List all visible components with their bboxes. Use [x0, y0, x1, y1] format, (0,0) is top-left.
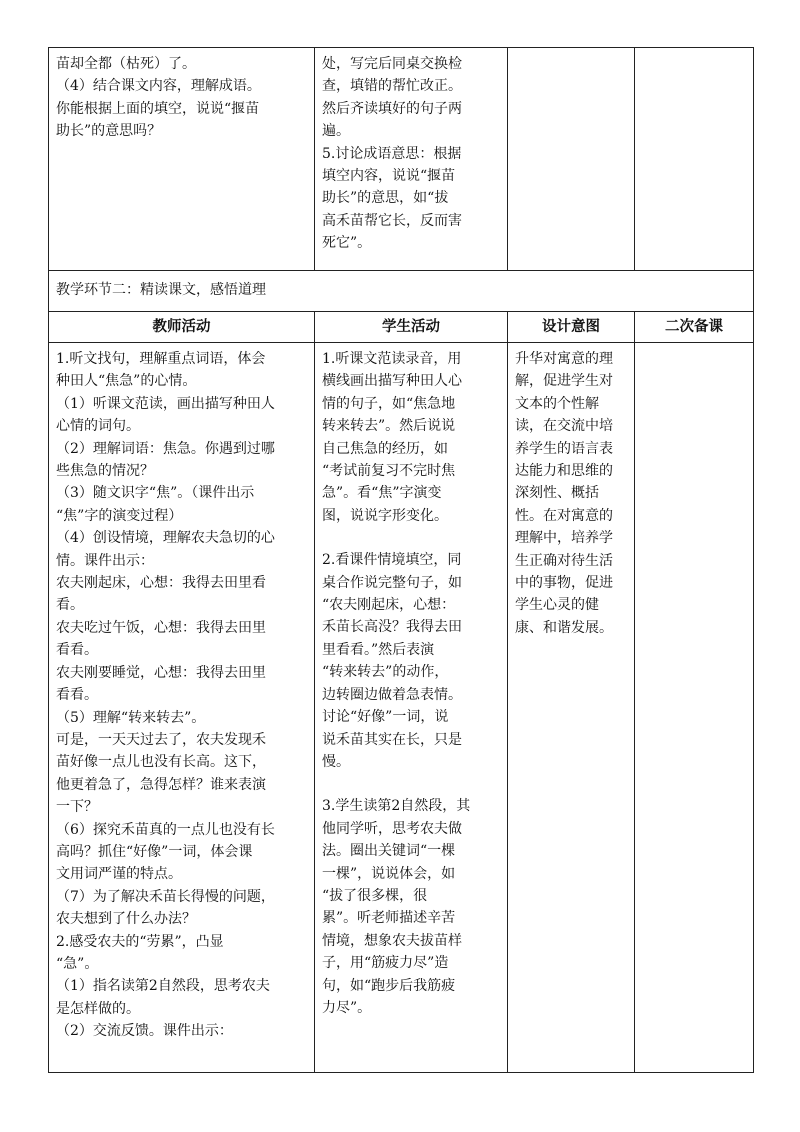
header-second-prep: 二次备课 [635, 312, 754, 343]
text-line: 填空内容，说说“揠苗 [322, 168, 456, 185]
header-design-intent: 设计意图 [508, 312, 635, 343]
text-line: 生正确对待生活 [515, 552, 613, 569]
design-intent-cell-continued [508, 48, 635, 271]
text-line: 养学生的语言表 [515, 440, 613, 457]
text-line: 遍。 [322, 123, 350, 140]
text-line: 高吗？抓住“好像”一词，体会课 [56, 843, 253, 860]
header-row [49, 312, 754, 343]
text-line: 升华对寓意的理 [515, 351, 613, 367]
text-line: 情的句子，如“焦急地 [322, 395, 456, 412]
text-line: 高禾苗帮它长，反而害 [322, 212, 462, 229]
text-line: 桌合作说完整句子，如 [322, 574, 462, 591]
text-line: 讨论“好像”一词，说 [322, 709, 449, 726]
text-line: （4）创设情境，理解农夫急切的心 [56, 530, 275, 547]
text-line: （2）理解词语：焦急。你遇到过哪 [56, 440, 275, 457]
continued-row [49, 48, 754, 271]
paragraph-gap [322, 773, 501, 795]
text-line: 看。 [56, 597, 84, 614]
text-line: 农夫吃过午饭，心想：我得去田里 [56, 619, 266, 636]
text-line: （2）交流反馈。课件出示： [56, 1023, 233, 1040]
text-line: 3.学生读第2自然段，其 [322, 798, 471, 815]
design-intent-text [515, 348, 628, 639]
text-line: 他同学听，思考农夫做 [322, 820, 462, 837]
text-line: 5.讨论成语意思：根据 [322, 145, 462, 162]
text-line: 累”。听老师描述辛苦 [322, 910, 456, 927]
text-line: 康、和谐发展。 [515, 619, 613, 636]
teacher-activity-cell-continued [49, 48, 315, 271]
text-line: （3）随文识字“焦”。（课件出示 [56, 485, 255, 502]
text-line: 禾苗长高没？我得去田 [322, 619, 462, 636]
text-line: 助长”的意思吗？ [56, 123, 162, 140]
text-line: 文本的个性解 [515, 395, 599, 412]
text-line: 情。课件出示： [56, 552, 154, 569]
text-line: 里看看。”然后表演 [322, 641, 435, 658]
text-line: 读，在交流中培 [515, 418, 613, 435]
text-line: 可是，一天天过去了，农夫发现禾 [56, 731, 266, 748]
student-activity-cell [315, 343, 508, 1073]
text-line: 他更着急了，急得怎样？谁来表演 [56, 776, 266, 793]
text-line: 句，如“跑步后我筋疲 [322, 977, 456, 994]
text-line: 中的事物，促进 [515, 575, 613, 592]
text-line: （7）为了解决禾苗长得慢的问题， [56, 888, 275, 905]
text-line: 深刻性、概括 [515, 485, 599, 502]
text-line: 你能根据上面的填空，说说“揠苗 [56, 100, 260, 117]
text-line: 子，用“筋疲力尽”造 [322, 955, 449, 972]
text-line: （1）听课文范读，画出描写种田人 [56, 395, 275, 412]
text-line: （6）探究禾苗真的一点儿也没有长 [56, 821, 275, 838]
text-line: 1.听文找句，理解重点词语，体会 [56, 351, 266, 367]
text-line: 是怎样做的。 [56, 1000, 140, 1017]
lesson-plan-table [48, 47, 754, 1073]
text-line: 自己焦急的经历，如 [322, 440, 448, 457]
text-line: “焦”字的演变过程） [56, 507, 183, 524]
text-line: 解，促进学生对 [515, 373, 613, 390]
text-line: 看看。 [56, 687, 98, 704]
text-line: 农夫刚要睡觉，心想：我得去田里 [56, 664, 266, 681]
header-student-activity: 学生活动 [315, 312, 508, 343]
text-line: “急”。 [56, 955, 99, 972]
text-line: 心情的词句。 [56, 418, 140, 435]
teacher-activity-cell [49, 343, 315, 1073]
text-line: 苗却全都（枯死）了。 [56, 56, 196, 72]
text-line: 助长”的意思，如“拔 [322, 190, 449, 207]
text-line: 死它”。 [322, 235, 372, 252]
student-activity-text [322, 53, 501, 255]
text-line: 种田人“焦急”的心情。 [56, 373, 197, 390]
text-line: （1）指名读第2自然段，思考农夫 [56, 978, 270, 995]
text-line: 2.看课件情境填空，同 [322, 552, 462, 569]
student-activity-cell-continued [315, 48, 508, 271]
text-line: 转来转去”。然后说说 [322, 418, 456, 435]
text-line: 达能力和思维的 [515, 463, 613, 480]
text-line: 2.感受农夫的“劳累”，凸显 [56, 933, 224, 950]
text-line: 边转圈边做着急表情。 [322, 686, 462, 703]
design-intent-cell [508, 343, 635, 1073]
text-line: 说禾苗其实在长，只是 [322, 731, 462, 748]
text-line: “拔了很多棵，很 [322, 887, 428, 904]
text-line: 一棵”，说说体会，如 [322, 865, 456, 882]
text-line: 急”。看“焦”字演变 [322, 485, 442, 502]
text-line: 文用词严谨的特点。 [56, 866, 182, 883]
text-line: 图，说说字形变化。 [322, 507, 448, 524]
text-line: 理解中，培养学 [515, 530, 613, 547]
teacher-activity-text [56, 53, 308, 143]
student-activity-text [322, 348, 501, 1019]
text-line: 情境，想象农夫拔苗样 [322, 932, 462, 949]
second-prep-cell [635, 343, 754, 1073]
text-line: 然后齐读填好的句子两 [322, 100, 462, 117]
text-line: 力尽”。 [322, 999, 372, 1016]
text-line: 些焦急的情况？ [56, 463, 154, 480]
text-line: “转来转去”的动作， [322, 664, 449, 681]
text-line: “农夫刚起床，心想： [322, 597, 456, 614]
teacher-activity-text [56, 348, 308, 1043]
text-line: 性。在对寓意的 [515, 507, 613, 524]
text-line: 法。圈出关键词“一棵 [322, 843, 456, 860]
section-title: 教学环节二：精读课文，感悟道理 [49, 271, 754, 312]
text-line: 看看。 [56, 642, 98, 659]
paragraph-gap [322, 527, 501, 549]
text-line: 农夫想到了什么办法？ [56, 911, 196, 928]
main-row [49, 343, 754, 1073]
section-row [49, 271, 754, 312]
text-line: 一下？ [56, 799, 98, 816]
text-line: 慢。 [322, 753, 350, 770]
text-line: 查，填错的帮忙改正。 [322, 78, 462, 95]
text-line: 处，写完后同桌交换检 [322, 56, 462, 72]
text-line: 农夫刚起床，心想：我得去田里看 [56, 575, 266, 592]
text-line: 学生心灵的健 [515, 597, 599, 614]
text-line: （5）理解“转来转去”。 [56, 709, 206, 726]
text-line: 1.听课文范读录音，用 [322, 351, 462, 367]
text-line: “考试前复习不完时焦 [322, 463, 456, 480]
text-line: （4）结合课文内容，理解成语。 [56, 78, 261, 95]
header-teacher-activity: 教师活动 [49, 312, 315, 343]
second-prep-cell-continued [635, 48, 754, 271]
text-line: 横线画出描写种田人心 [322, 373, 462, 390]
text-line: 苗好像一点儿也没有长高。这下， [56, 754, 266, 771]
